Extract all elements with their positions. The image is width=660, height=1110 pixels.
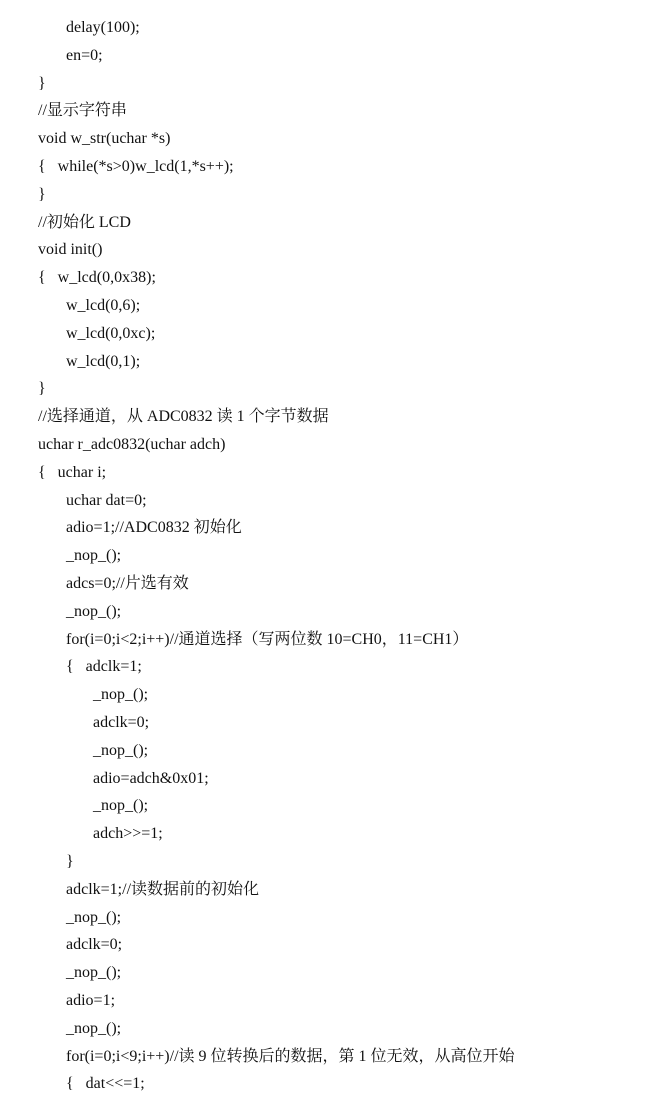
code-line: uchar r_adc0832(uchar adch): [38, 436, 226, 453]
code-line: w_lcd(0,0xc);: [66, 324, 156, 342]
code-line: w_lcd(0,1);: [66, 352, 141, 370]
code-line: }: [38, 185, 46, 203]
code-line: _nop_();: [66, 964, 122, 982]
code-line: _nop_();: [66, 602, 122, 620]
code-line: //显示字符串: [38, 102, 127, 120]
code-line: //初始化 LCD: [38, 213, 131, 231]
code-line: _nop_();: [93, 686, 149, 704]
code-line: void init(): [38, 241, 103, 259]
code-line: uchar dat=0;: [66, 491, 147, 509]
code-line: delay(100);: [66, 19, 140, 36]
code-line: adch>>=1;: [93, 825, 163, 843]
code-line: _nop_();: [66, 1019, 122, 1037]
code-line: }: [38, 380, 46, 398]
code-line: //选择通道，从 ADC0832 读 1 个字节数据: [38, 408, 329, 426]
code-line: { w_lcd(0,0x38);: [38, 269, 156, 287]
code-line: adclk=1;//读数据前的初始化: [66, 880, 260, 898]
code-line: { adclk=1;: [66, 658, 142, 676]
code-line: en=0;: [66, 46, 103, 64]
code-line: adclk=0;: [66, 936, 123, 954]
code-line: { dat<<=1;: [66, 1075, 145, 1093]
code-line: adio=1;//ADC0832 初始化: [66, 519, 242, 537]
code-line: { uchar i;: [38, 463, 107, 481]
code-line: w_lcd(0,6);: [66, 297, 141, 314]
code-line: adio=1;: [66, 992, 116, 1009]
code-line: adio=adch&0x01;: [93, 769, 209, 787]
code-line: void w_str(uchar *s): [38, 130, 171, 148]
code-line: _nop_();: [66, 547, 122, 565]
code-line: adclk=0;: [93, 714, 150, 731]
code-line: _nop_();: [93, 797, 149, 815]
code-line: for(i=0;i<9;i++)//读 9 位转换后的数据，第 1 位无效，从高位开始: [66, 1047, 515, 1065]
code-line: for(i=0;i<2;i++)//通道选择（写两位数 10=CH0，11=CH1）: [66, 630, 469, 648]
code-line: _nop_();: [93, 741, 149, 759]
code-line: { while(*s>0)w_lcd(1,*s++);: [38, 158, 234, 175]
code-line: }: [66, 853, 74, 870]
code-line: adcs=0;//片选有效: [66, 575, 189, 592]
code-line: _nop_();: [66, 908, 122, 926]
code-line: }: [38, 74, 46, 92]
